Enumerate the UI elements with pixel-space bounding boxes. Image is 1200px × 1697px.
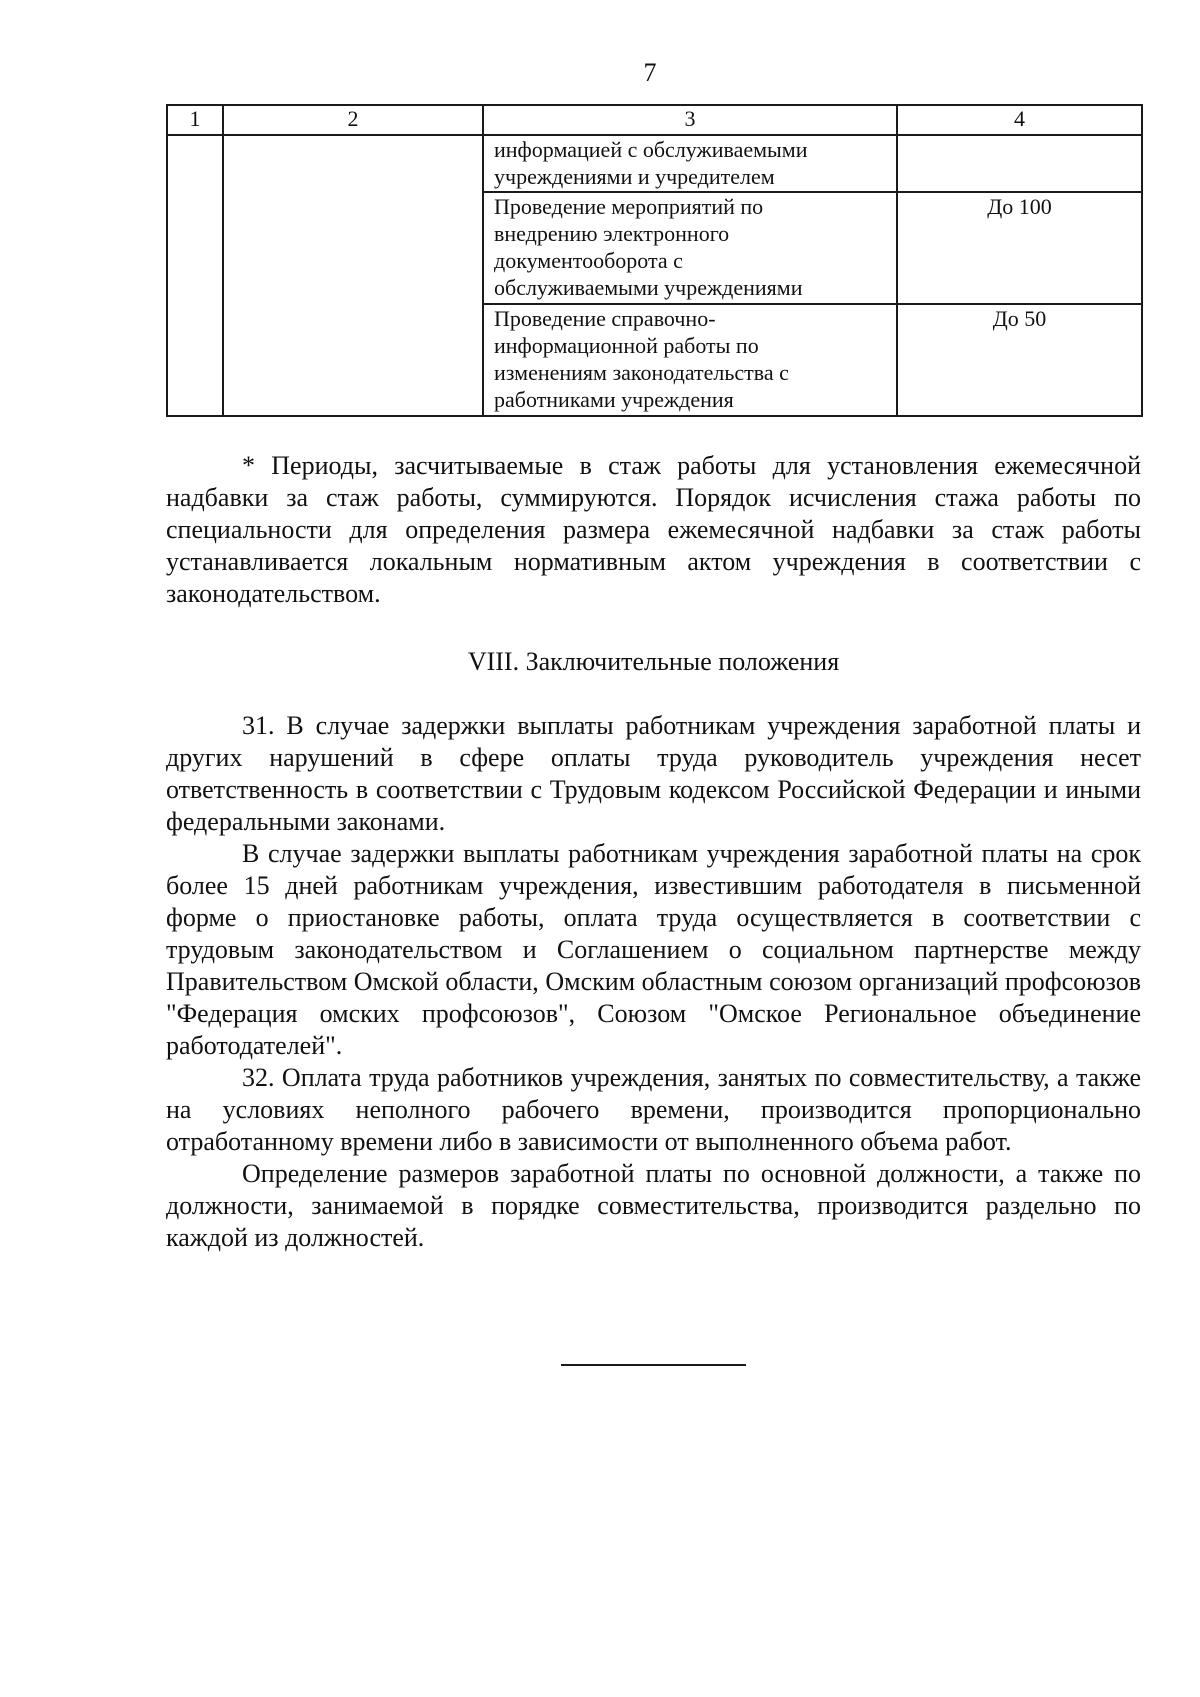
table-row [167,135,1142,192]
payment-table [166,104,1143,417]
table-cell-value [897,135,1142,192]
paragraph-31-continued: В случае задержки выплаты работникам учреждения заработной платы на срок более 15 дней работникам учреждения, известившим работодателя в письменной форме о приостановке работы, оплата труда осуществляется в соответствии с трудовым законодательством и Соглашением о социальном партнерстве между Правительством Омской области, Омским областным союзом организаций профсоюзов "Федерация омских профсоюзов", Союзом "Омское Региональное объединение работодателей". [166,839,1141,1060]
column-header-3: 3 [483,105,897,135]
criteria-line: Проведение справочно- [494,306,716,331]
section-heading: VIII. Заключительные положения [467,647,840,676]
paragraph-32: 32. Оплата труда работников учреждения, занятых по совместительству, а также на условиях неполного рабочего времени, производится пропорционально отработанному времени либо в зависимости от выполненного объема работ. [166,1063,1141,1156]
table-body [167,135,1142,416]
criteria-line: изменениям законодательства с [494,360,789,385]
paragraph-32-continued: Определение размеров заработной платы по основной должности, а также по должности, занимаемой в порядке совместительства, производится раздельно по каждой из должностей. [166,1159,1141,1252]
column-header-4: 4 [897,105,1142,135]
table-header-row [167,105,1142,135]
criteria-line: документооборота с [494,248,683,273]
criteria-line: внедрению электронного [494,221,730,246]
table-cell-value: До 50 [897,304,1142,416]
column-header-2: 2 [223,105,483,135]
paragraph-31: 31. В случае задержки выплаты работникам учреждения заработной платы и других нарушений в сфере оплаты труда руководитель учреждения несет ответственность в соответствии с Трудовым кодексом Российской Федерации и иными федеральными законами. [166,711,1141,836]
footnote [166,450,1141,610]
criteria-line: Проведение мероприятий по [494,194,764,219]
table-cell-number [167,135,223,416]
table-cell-value: До 100 [897,192,1142,304]
criteria-line: информационной работы по [494,333,759,358]
column-header-1: 1 [167,105,223,135]
page-number: 7 [643,58,657,87]
footnote-text: * Периоды, засчитываемые в стаж работы для установления ежемесячной надбавки за стаж работы, суммируются. Порядок исчисления стажа работы по специальности для определения размера ежемесячной надбавки за стаж работы устанавливается локальным нормативным актом учреждения в соответствии с законодательством. [166,451,1141,608]
criteria-line: учреждениями и учредителем [494,164,775,189]
table-cell-criteria [483,135,897,192]
clauses-block [166,710,1141,1254]
table-cell-position [223,135,483,416]
end-of-document-rule [561,1364,746,1366]
table-header [167,105,1142,135]
criteria-line: обслуживаемыми учреждениями [494,275,803,300]
criteria-line: работниками учреждения [494,387,734,412]
criteria-line: информацией с обслуживаемыми [494,137,808,162]
table-cell-criteria [483,304,897,416]
table-cell-criteria [483,192,897,304]
